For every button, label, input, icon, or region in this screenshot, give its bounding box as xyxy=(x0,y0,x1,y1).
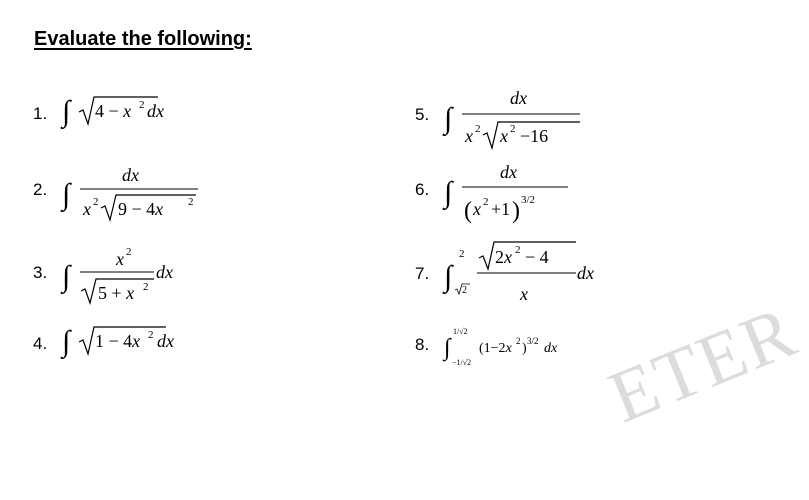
svg-text:− 4: − 4 xyxy=(525,247,549,267)
svg-text:x: x xyxy=(83,199,91,219)
svg-text:2: 2 xyxy=(459,248,465,260)
svg-text:dx: dx xyxy=(500,162,517,182)
svg-text:4 − x: 4 − x xyxy=(95,101,132,121)
svg-text:1 − 4x: 1 − 4x xyxy=(95,331,141,351)
svg-text:∫: ∫ xyxy=(62,178,71,211)
problem-6-expression xyxy=(444,158,584,232)
svg-text:): ) xyxy=(512,198,520,224)
svg-text:2: 2 xyxy=(93,196,99,208)
svg-text:2: 2 xyxy=(188,196,194,208)
problem-2-number: 2. xyxy=(33,180,48,199)
svg-text:2: 2 xyxy=(515,244,521,256)
svg-text:): ) xyxy=(522,341,527,356)
svg-text:5 + x: 5 + x xyxy=(98,283,135,303)
svg-text:2: 2 xyxy=(148,329,154,341)
problem-2-expression xyxy=(62,160,222,230)
svg-text:dx: dx xyxy=(544,341,558,356)
problem-4-expression xyxy=(62,316,212,364)
svg-text:∫: ∫ xyxy=(444,260,453,293)
page-title: Evaluate the following: xyxy=(34,28,252,50)
svg-text:x: x xyxy=(473,199,481,219)
svg-text:x: x xyxy=(465,126,473,146)
svg-text:(1−2x: (1−2x xyxy=(479,341,512,356)
problem-1-number: 1. xyxy=(33,104,48,123)
svg-text:9 − 4x: 9 − 4x xyxy=(118,199,164,219)
svg-text:2: 2 xyxy=(483,196,489,208)
svg-text:∫: ∫ xyxy=(62,95,71,128)
svg-text:dx: dx xyxy=(147,101,164,121)
problem-3-expression xyxy=(62,240,202,312)
svg-text:∫: ∫ xyxy=(62,260,71,293)
svg-text:−16: −16 xyxy=(520,126,549,146)
problem-5-number: 5. xyxy=(415,105,430,124)
problem-3-number: 3. xyxy=(33,263,48,282)
svg-text:2: 2 xyxy=(126,246,132,258)
svg-text:2: 2 xyxy=(510,123,516,135)
svg-text:2: 2 xyxy=(143,281,149,293)
problem-5-expression xyxy=(444,82,594,156)
svg-text:(: ( xyxy=(464,198,472,224)
svg-text:dx: dx xyxy=(156,262,173,282)
watermark-text: ETER xyxy=(598,290,809,439)
svg-text:∫: ∫ xyxy=(444,176,453,209)
svg-text:2x: 2x xyxy=(495,247,512,267)
svg-text:2: 2 xyxy=(475,123,481,135)
svg-text:1/√2: 1/√2 xyxy=(453,327,468,336)
svg-text:−1/√2: −1/√2 xyxy=(452,358,472,367)
problem-7-expression xyxy=(444,236,604,316)
problem-8-number: 8. xyxy=(415,335,430,354)
svg-text:dx: dx xyxy=(122,165,139,185)
problem-7-number: 7. xyxy=(415,264,430,283)
svg-text:x: x xyxy=(116,249,124,269)
problem-8-expression xyxy=(444,322,614,372)
svg-text:2: 2 xyxy=(462,285,467,296)
problem-6-number: 6. xyxy=(415,180,430,199)
svg-text:+1: +1 xyxy=(491,199,511,219)
svg-text:∫: ∫ xyxy=(444,102,453,135)
svg-text:dx: dx xyxy=(510,88,527,108)
problem-4-number: 4. xyxy=(33,334,48,353)
svg-text:3/2: 3/2 xyxy=(521,194,536,206)
svg-text:2: 2 xyxy=(516,336,521,346)
svg-text:x: x xyxy=(520,284,528,304)
svg-text:x: x xyxy=(500,126,508,146)
svg-text:3/2: 3/2 xyxy=(527,336,539,346)
svg-text:2: 2 xyxy=(139,99,145,111)
svg-text:dx: dx xyxy=(577,263,594,283)
svg-text:dx: dx xyxy=(157,331,174,351)
svg-text:∫: ∫ xyxy=(444,335,451,361)
problem-1-expression xyxy=(62,86,202,134)
svg-text:∫: ∫ xyxy=(62,325,71,358)
